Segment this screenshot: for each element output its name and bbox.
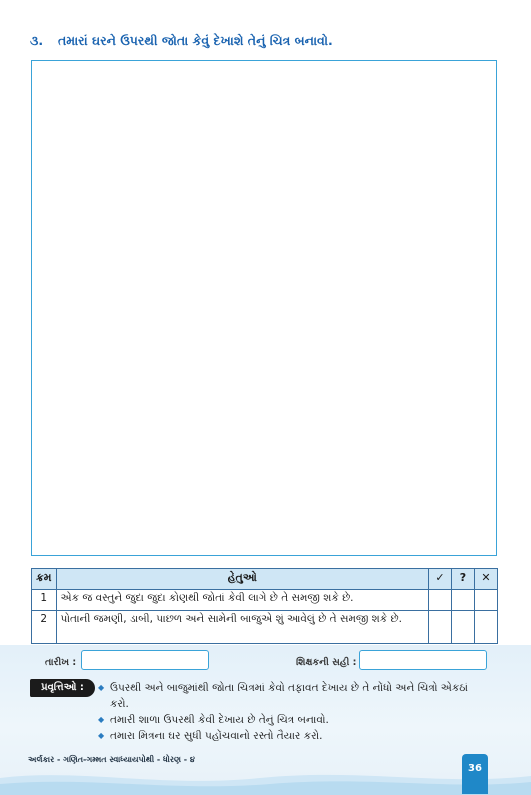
page-number: 36 <box>462 754 488 794</box>
row-objective: પોતાની જમણી, ડાબી, પાછળ અને સામેની બાજુએ શું આવેલું છે તે સમજી શકે છે. <box>56 611 428 644</box>
header-tick: ✓ <box>429 569 452 590</box>
question-cell[interactable] <box>452 611 475 644</box>
bullet-icon: ◆ <box>98 731 105 740</box>
question-text: તમારાં ઘરને ઉપરથી જોતા કેવું દેખાશે તેનું ચિત્ર બનાવો. <box>58 33 333 48</box>
activity-text: તમારી શાળા ઉપરથી કેવી દેખાય છે તેનું ચિત્ર બનાવો. <box>110 714 329 726</box>
table-row <box>32 590 498 611</box>
footer-title: અર્લકાર - ગણિત-ગમ્મત સ્વાધ્યાયપોથી - ધોરણ - ૪ <box>28 755 195 764</box>
teacher-signature-field[interactable] <box>359 650 487 670</box>
activities-list <box>98 680 470 744</box>
row-number: 1 <box>32 590 57 611</box>
date-label: તારીખ : <box>45 657 77 668</box>
objectives-table <box>31 568 498 644</box>
drawing-area[interactable] <box>31 60 497 556</box>
date-field[interactable] <box>81 650 209 670</box>
bullet-icon: ◆ <box>98 683 105 692</box>
question-heading <box>30 33 333 49</box>
tick-cell[interactable] <box>429 611 452 644</box>
question-cell[interactable] <box>452 590 475 611</box>
tick-cell[interactable] <box>429 590 452 611</box>
table-header-row <box>32 569 498 590</box>
row-objective: એક જ વસ્તુને જુદા જુદા કોણથી જોતાં કેવી લાગે છે તે સમજી શકે છે. <box>56 590 428 611</box>
footer-wave <box>0 768 531 795</box>
header-cross: ✕ <box>475 569 498 590</box>
question-number: ૩. <box>30 33 44 48</box>
cross-cell[interactable] <box>475 590 498 611</box>
header-objectives: હેતુઓ <box>56 569 428 590</box>
teacher-signature-label: શિક્ષકની સહી : <box>296 657 357 668</box>
table-row <box>32 611 498 644</box>
list-item <box>98 680 470 712</box>
activity-text: ઉપરથી અને બાજુમાંથી જોતા ચિત્રમાં કેવો તફાવત દેખાય છે તે નોંધો અને ચિત્રો એકઠાં કરો. <box>110 682 468 710</box>
list-item <box>98 728 470 744</box>
header-question: ? <box>452 569 475 590</box>
activities-tag: પ્રવૃત્તિઓ : <box>30 679 95 697</box>
activity-text: તમારા મિત્રના ઘર સુધી પહોંચવાનો રસ્તો તૈયાર કરો. <box>110 730 323 742</box>
bullet-icon: ◆ <box>98 715 105 724</box>
row-number: 2 <box>32 611 57 644</box>
list-item <box>98 712 470 728</box>
cross-cell[interactable] <box>475 611 498 644</box>
header-no: ક્રમ <box>32 569 57 590</box>
